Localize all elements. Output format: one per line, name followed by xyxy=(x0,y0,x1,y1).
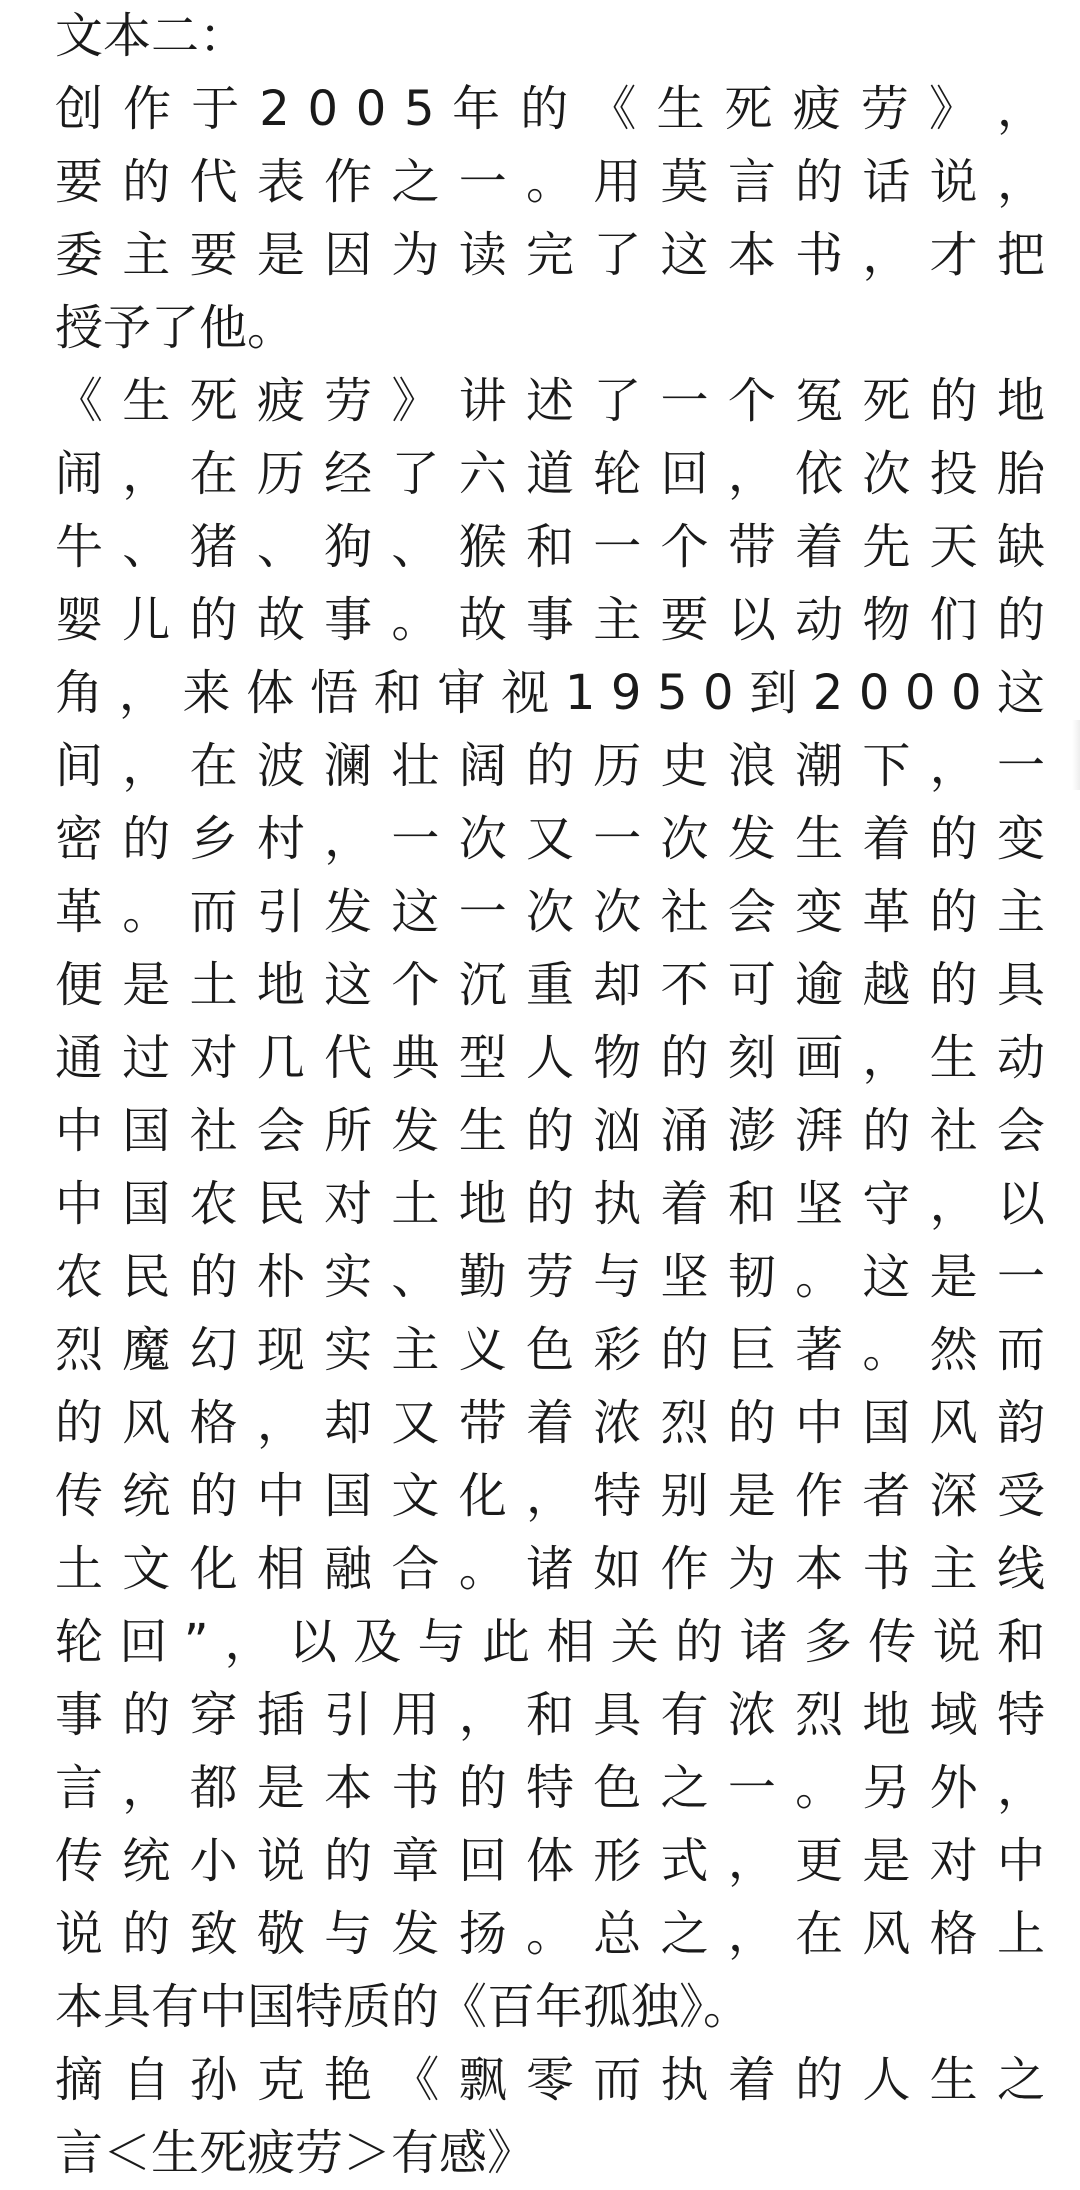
text-line: 烈 魔 幻 现 实 主 义 色 彩 的 巨 著 。 然 而 xyxy=(55,1322,1045,1378)
text-line: 《 生 死 疲 劳 》 讲 述 了 一 个 冤 死 的 地 xyxy=(55,373,1045,429)
text-line: 言 ， 都 是 本 书 的 特 色 之 一 。 另 外 ， xyxy=(55,1760,1045,1816)
text-line: 间 ， 在 波 澜 壮 阔 的 历 史 浪 潮 下 ， 一 xyxy=(55,738,1045,794)
text-line: 密 的 乡 村 ， 一 次 又 一 次 发 生 着 的 变 xyxy=(55,811,1045,867)
text-line: 文本二： xyxy=(55,8,248,64)
text-line: 中 国 农 民 对 土 地 的 执 着 和 坚 守 ， 以 xyxy=(55,1176,1045,1232)
text-line: 角 ， 来 体 悟 和 审 视 1 9 5 0 到 2 0 0 0 这 xyxy=(55,665,1045,721)
text-line: 摘 自 孙 克 艳 《 飘 零 而 执 着 的 人 生 之 xyxy=(55,2052,1045,2108)
text-line: 轮 回 ” ， 以 及 与 此 相 关 的 诸 多 传 说 和 xyxy=(55,1614,1045,1670)
text-line: 授予了他。 xyxy=(55,300,296,356)
text-line: 创 作 于 2 0 0 5 年 的 《 生 死 疲 劳 》 ， xyxy=(55,81,1045,137)
page-edge-shadow xyxy=(1072,720,1080,790)
article-text xyxy=(55,0,1045,2190)
text-line: 传 统 小 说 的 章 回 体 形 式 ， 更 是 对 中 xyxy=(55,1833,1045,1889)
text-line: 事 的 穿 插 引 用 ， 和 具 有 浓 烈 地 域 特 xyxy=(55,1687,1045,1743)
text-line: 的 风 格 ， 却 又 带 着 浓 烈 的 中 国 风 韵 xyxy=(55,1395,1045,1451)
text-line: 闹 ， 在 历 经 了 六 道 轮 回 ， 依 次 投 胎 xyxy=(55,446,1045,502)
text-line: 便 是 土 地 这 个 沉 重 却 不 可 逾 越 的 具 xyxy=(55,957,1045,1013)
text-line: 中 国 社 会 所 发 生 的 汹 涌 澎 湃 的 社 会 xyxy=(55,1103,1045,1159)
text-line: 传 统 的 中 国 文 化 ， 特 别 是 作 者 深 受 xyxy=(55,1468,1045,1524)
text-line: 通 过 对 几 代 典 型 人 物 的 刻 画 ， 生 动 xyxy=(55,1030,1045,1086)
text-line: 牛 、 猪 、 狗 、 猴 和 一 个 带 着 先 天 缺 xyxy=(55,519,1045,575)
text-line: 本具有中国特质的《百年孤独》。 xyxy=(55,1979,752,2035)
text-line: 革 。 而 引 发 这 一 次 次 社 会 变 革 的 主 xyxy=(55,884,1045,940)
text-line: 土 文 化 相 融 合 。 诸 如 作 为 本 书 主 线 xyxy=(55,1541,1045,1597)
text-line: 言＜生死疲劳＞有感》 xyxy=(55,2125,536,2181)
text-line: 农 民 的 朴 实 、 勤 劳 与 坚 韧 。 这 是 一 xyxy=(55,1249,1045,1305)
text-line: 婴 儿 的 故 事 。 故 事 主 要 以 动 物 们 的 xyxy=(55,592,1045,648)
text-line: 说 的 致 敬 与 发 扬 。 总 之 ， 在 风 格 上 xyxy=(55,1906,1045,1962)
text-line: 要 的 代 表 作 之 一 。 用 莫 言 的 话 说 ， xyxy=(55,154,1045,210)
text-line: 委 主 要 是 因 为 读 完 了 这 本 书 ， 才 把 xyxy=(55,227,1045,283)
